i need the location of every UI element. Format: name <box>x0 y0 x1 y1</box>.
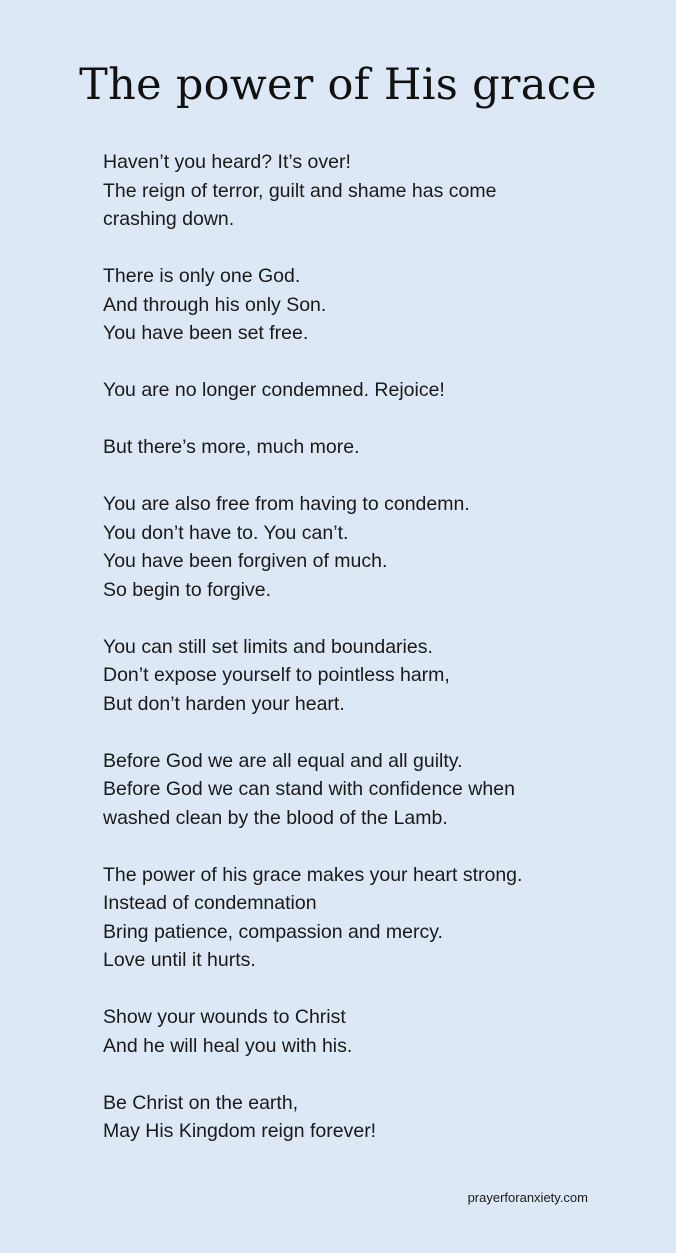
stanza <box>103 633 663 719</box>
poem-line: You are also free from having to condemn. <box>103 493 470 515</box>
poem-line: Haven’t you heard? It’s over! <box>103 151 351 173</box>
poem-line: There is only one God. <box>103 265 301 287</box>
poem-line: Be Christ on the earth, <box>103 1091 299 1114</box>
poem-body <box>103 148 663 1174</box>
poem-line: But there’s more, much more. <box>103 436 360 458</box>
poem-line: And through his only Son. <box>103 293 327 316</box>
poem-line: Bring patience, compassion and mercy. <box>103 920 443 943</box>
poem-line: You don’t have to. You can’t. <box>103 521 349 544</box>
poem-line: washed clean by the blood of the Lamb. <box>103 806 448 829</box>
poem-line: You have been set free. <box>103 322 309 344</box>
poem-line: But don’t harden your heart. <box>103 692 345 715</box>
poem-line: Don’t expose yourself to pointless harm, <box>103 664 450 686</box>
stanza <box>103 262 663 348</box>
stanza <box>103 861 663 975</box>
stanza <box>103 433 663 462</box>
page-title: The power of His grace <box>79 60 597 110</box>
poem-line: May His Kingdom reign forever! <box>103 1120 377 1142</box>
poem-line: The reign of terror, guilt and shame has come <box>103 179 497 202</box>
source-credit: prayerforanxiety.com <box>467 1190 588 1205</box>
stanza <box>103 1089 663 1146</box>
poem-line: Before God we can stand with confidence when <box>103 778 515 800</box>
poem-line: The power of his grace makes your heart strong. <box>103 863 523 886</box>
poem-line: Instead of condemnation <box>103 892 317 914</box>
poem-line: And he will heal you with his. <box>103 1034 353 1057</box>
poem-line: You are no longer condemned. Rejoice! <box>103 379 445 401</box>
stanza <box>103 747 663 833</box>
stanza <box>103 148 663 234</box>
poem-line: So begin to forgive. <box>103 578 272 601</box>
poem-line: Before God we are all equal and all guilty. <box>103 749 463 772</box>
poem-line: Show your wounds to Christ <box>103 1006 346 1028</box>
poem-line: Love until it hurts. <box>103 949 256 971</box>
poem-line: You can still set limits and boundaries. <box>103 635 433 658</box>
stanza <box>103 490 663 604</box>
stanza <box>103 376 663 405</box>
stanza <box>103 1003 663 1060</box>
poem-line: crashing down. <box>103 208 235 230</box>
poem-line: You have been forgiven of much. <box>103 550 388 572</box>
